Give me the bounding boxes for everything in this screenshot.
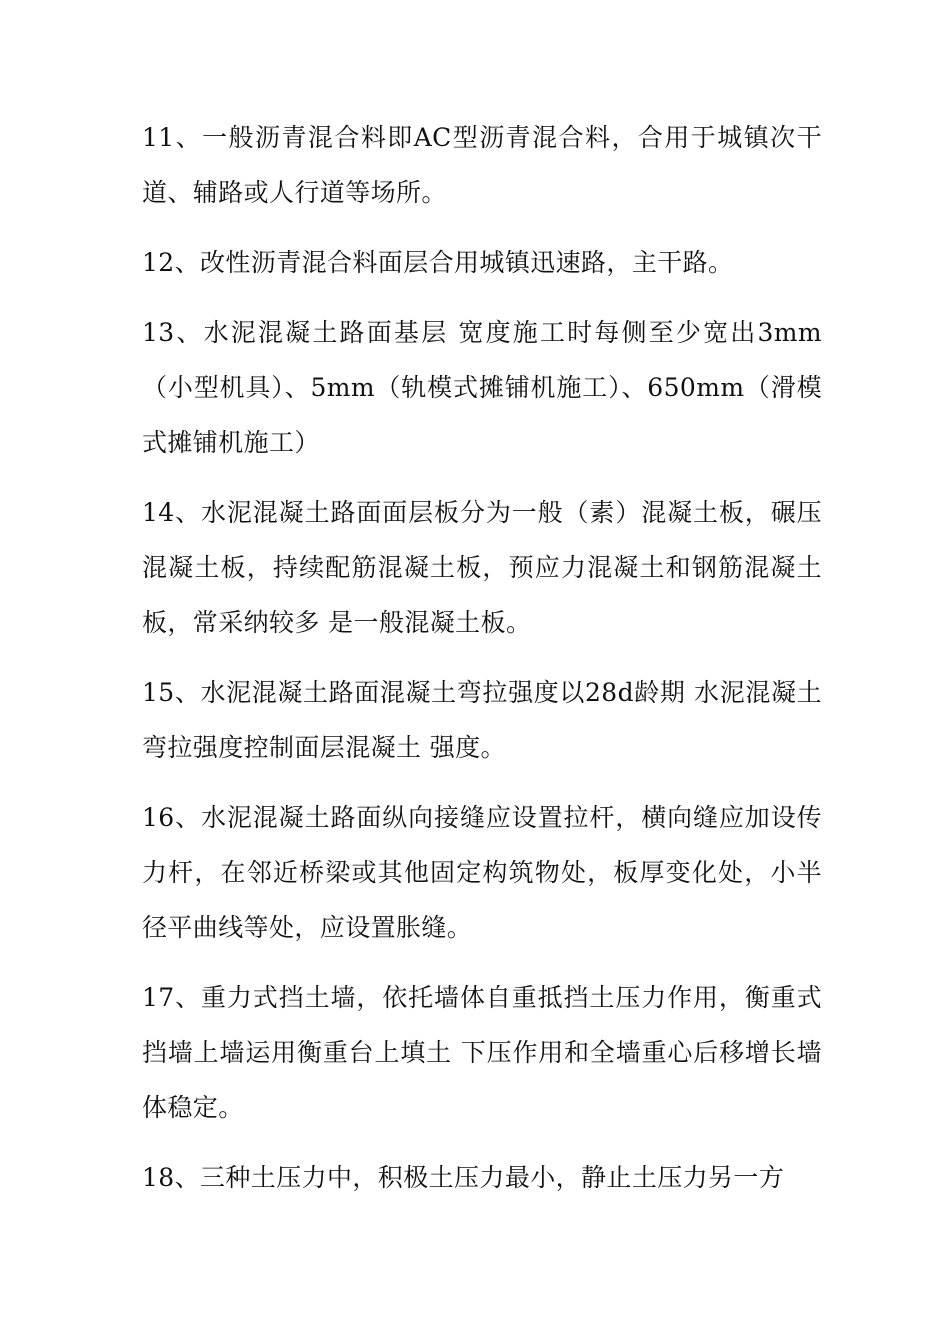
paragraph-17: 17、重力式挡土墙，依托墙体自重抵挡土压力作用，衡重式挡墙上墙运用衡重台上填土 下压作用和全墙重心后移增长墙体稳定。 [142,983,822,1122]
paragraph-15: 15、水泥混凝土路面混凝土弯拉强度以28d龄期 水泥混凝土弯拉强度控制面层混凝土 强度。 [142,678,822,762]
paragraph-14: 14、水泥混凝土路面面层板分为一般（素）混凝土板，碾压混凝土板，持续配筋混凝土板，预应力混凝土和钢筋混凝土板，常采纳较多 是一般混凝土板。 [142,498,822,637]
paragraph-11: 11、一般沥青混合料即AC型沥青混合料，合用于城镇次干道、辅路或人行道等场所。 [142,123,822,207]
paragraph-12: 12、改性沥青混合料面层合用城镇迅速路，主干路。 [142,248,734,277]
paragraph-18: 18、三种土压力中，积极土压力最小，静止土压力另一方 [142,1163,785,1192]
document-body [142,110,822,1205]
paragraph-13: 13、水泥混凝土路面基层 宽度施工时每侧至少宽出3mm（小型机具）、5mm（轨模式摊铺机施工）、650mm（滑模式摊铺机施工） [142,318,822,457]
paragraph-16: 16、水泥混凝土路面纵向接缝应设置拉杆，横向缝应加设传力杆，在邻近桥梁或其他固定构筑物处，板厚变化处，小半径平曲线等处，应设置胀缝。 [142,803,822,942]
